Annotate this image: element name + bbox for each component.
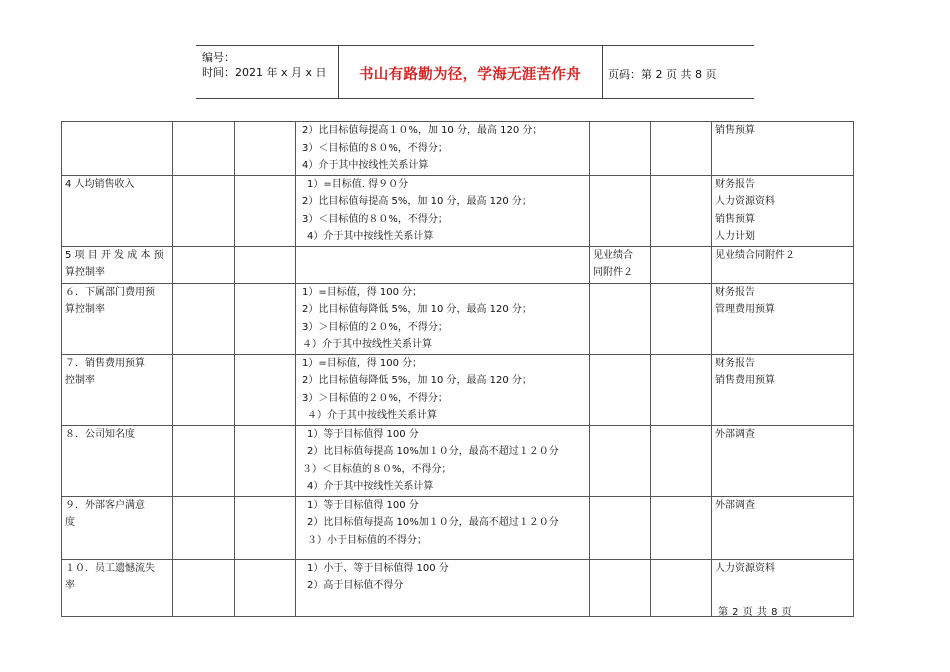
indicator-name-cell-line: １０．员工遗憾流失 — [65, 562, 155, 574]
code-label: 编号： — [202, 51, 235, 64]
basis-cell — [590, 283, 651, 354]
indicator-name-cell-line: ９．外部客户满意 — [65, 499, 145, 511]
indicator-name-cell-line: 控制率 — [65, 375, 95, 386]
scoring-criteria-cell — [296, 425, 590, 496]
target-cell — [235, 559, 296, 616]
scoring-criteria-cell-line: 1）=目标值，得 100 分； — [302, 286, 423, 298]
weight-cell — [173, 246, 235, 283]
table-row — [62, 175, 854, 246]
scoring-criteria-cell-line: 1）小于、等于目标值得 100 分 — [307, 562, 449, 574]
basis-cell — [590, 122, 651, 176]
data-source-cell-line: 外部调查 — [715, 499, 755, 511]
data-source-cell-line: 人力计划 — [715, 231, 755, 242]
table-row — [62, 283, 854, 354]
data-source-cell-line: 销售费用预算 — [715, 375, 775, 386]
data-source-cell-line: 人力资源资料 — [715, 562, 775, 574]
indicator-name-cell-line: ６．下属部门费用预 — [65, 286, 155, 298]
scoring-criteria-cell-line: 4）介于其中按线性关系计算 — [307, 231, 434, 242]
score-cell — [651, 496, 712, 559]
data-source-cell — [712, 354, 854, 425]
scoring-criteria-cell — [296, 496, 590, 559]
target-cell — [235, 425, 296, 496]
scoring-criteria-cell — [296, 354, 590, 425]
target-cell — [235, 283, 296, 354]
target-cell — [235, 175, 296, 246]
scoring-criteria-cell-line: 1）=目标值，得 100 分； — [302, 357, 423, 369]
weight-cell — [173, 559, 235, 616]
header-bottom-rule — [196, 98, 754, 99]
basis-cell — [590, 246, 651, 283]
score-cell — [651, 559, 712, 616]
data-source-cell-line: 销售预算 — [715, 213, 755, 225]
score-cell — [651, 283, 712, 354]
indicator-name-cell — [62, 425, 173, 496]
scoring-criteria-cell-line: ３）＜目标值的８０%，不得分； — [302, 463, 452, 475]
data-source-cell-line: 外部调查 — [715, 428, 755, 440]
indicator-name-cell-line: ７．销售费用预算 — [65, 357, 145, 369]
target-cell — [235, 354, 296, 425]
table-row — [62, 496, 854, 559]
data-source-cell-line: 财务报告 — [715, 286, 755, 298]
score-cell — [651, 425, 712, 496]
data-source-cell — [712, 175, 854, 246]
indicator-name-cell — [62, 283, 173, 354]
data-source-cell — [712, 246, 854, 283]
header-top-rule — [196, 45, 754, 46]
table-row — [62, 122, 854, 176]
scoring-criteria-cell-line: 2）比目标值每降低 5%，加 10 分，最高 120 分； — [302, 375, 532, 386]
scoring-criteria-cell — [296, 283, 590, 354]
page-footer: 第 2 页 共 8 页 — [718, 607, 793, 618]
indicator-name-cell-line: 度 — [65, 517, 75, 528]
score-cell — [651, 175, 712, 246]
target-cell — [235, 496, 296, 559]
scoring-criteria-cell-line: 3）＜目标值的８０%，不得分； — [302, 213, 448, 225]
scoring-criteria-cell-line: 2）比目标值每提高１０%，加 10 分，最高 120 分； — [302, 125, 543, 136]
table-row — [62, 425, 854, 496]
indicator-name-cell-line: 5 项 目 开 发 成 本 预 — [65, 249, 164, 261]
data-source-cell — [712, 122, 854, 176]
indicator-name-cell-line: 4 人均销售收入 — [65, 178, 135, 190]
scoring-criteria-cell — [296, 559, 590, 616]
scoring-criteria-cell — [296, 246, 590, 283]
scoring-criteria-cell — [296, 122, 590, 176]
data-source-cell-line: 财务报告 — [715, 178, 755, 190]
scoring-criteria-cell-line: ３）小于目标值的不得分； — [307, 534, 427, 546]
weight-cell — [173, 175, 235, 246]
indicator-name-cell-line: ８．公司知名度 — [65, 428, 135, 440]
indicator-name-cell — [62, 354, 173, 425]
scoring-criteria-cell-line: 3）＞目标值的２０%，不得分； — [302, 392, 448, 404]
data-source-cell — [712, 496, 854, 559]
data-source-cell — [712, 283, 854, 354]
header-motto: 书山有路勤为径，学海无涯苦作舟 — [359, 67, 581, 83]
indicator-name-cell — [62, 246, 173, 283]
indicator-name-cell — [62, 559, 173, 616]
scoring-criteria-cell-line: ４）介于其中按线性关系计算 — [302, 339, 432, 350]
weight-cell — [173, 283, 235, 354]
scoring-criteria-cell-line: 4）介于其中按线性关系计算 — [307, 481, 434, 492]
table-row — [62, 246, 854, 283]
scoring-criteria-cell-line: 4）介于其中按线性关系计算 — [302, 160, 429, 171]
header-page-number: 页码：第 2 页 共 8 页 — [608, 68, 717, 81]
basis-cell — [590, 425, 651, 496]
basis-cell — [590, 496, 651, 559]
scoring-criteria-cell-line: 1）=目标值. 得９０分 — [307, 178, 409, 190]
scoring-criteria-cell-line: 2）比目标值每降低 5%，加 10 分，最高 120 分； — [302, 304, 532, 315]
weight-cell — [173, 122, 235, 176]
basis-cell-line: 见业绩合 — [593, 249, 633, 261]
target-cell — [235, 246, 296, 283]
scoring-criteria-cell-line: 3）＜目标值的８０%，不得分； — [302, 142, 448, 154]
header-divider-right — [602, 45, 603, 98]
data-source-cell-line: 财务报告 — [715, 357, 755, 369]
data-source-cell — [712, 425, 854, 496]
header-meta — [202, 50, 327, 80]
scoring-criteria-cell — [296, 175, 590, 246]
basis-cell-line: 同附件２ — [593, 267, 633, 278]
data-source-cell-line: 管理费用预算 — [715, 304, 775, 315]
weight-cell — [173, 496, 235, 559]
data-source-cell-line: 人力资源资料 — [715, 196, 775, 207]
indicator-name-cell-line: 算控制率 — [65, 267, 105, 278]
score-cell — [651, 246, 712, 283]
weight-cell — [173, 425, 235, 496]
basis-cell — [590, 354, 651, 425]
scoring-criteria-cell-line: ４）介于其中按线性关系计算 — [307, 410, 437, 421]
data-source-cell-line: 销售预算 — [715, 125, 755, 136]
scoring-criteria-cell-line: 3）＞目标值的２０%，不得分； — [302, 321, 448, 333]
scoring-criteria-cell-line: 1）等于目标值得 100 分 — [307, 499, 419, 511]
indicator-name-cell-line: 算控制率 — [65, 304, 105, 315]
scoring-criteria-cell-line: 1）等于目标值得 100 分 — [307, 428, 419, 440]
indicator-name-cell — [62, 496, 173, 559]
data-source-cell-line: 见业绩合同附件２ — [715, 249, 795, 261]
time-label: 时间：2021 年 x 月 x 日 — [202, 66, 327, 79]
table-row — [62, 354, 854, 425]
score-cell — [651, 354, 712, 425]
score-cell — [651, 122, 712, 176]
scoring-criteria-cell-line: 2）比目标值每提高 5%，加 10 分，最高 120 分； — [302, 196, 532, 207]
basis-cell — [590, 559, 651, 616]
basis-cell — [590, 175, 651, 246]
weight-cell — [173, 354, 235, 425]
scoring-criteria-cell-line: 2）比目标值每提高 10%加１０分，最高不超过１２０分 — [307, 446, 559, 457]
target-cell — [235, 122, 296, 176]
indicator-name-cell-line: 率 — [65, 580, 75, 591]
indicator-name-cell — [62, 122, 173, 176]
kpi-table — [61, 121, 854, 617]
indicator-name-cell — [62, 175, 173, 246]
scoring-criteria-cell-line: 2）高于目标值不得分 — [307, 580, 404, 591]
scoring-criteria-cell-line: 2）比目标值每提高 10%加１０分，最高不超过１２０分 — [307, 517, 559, 528]
